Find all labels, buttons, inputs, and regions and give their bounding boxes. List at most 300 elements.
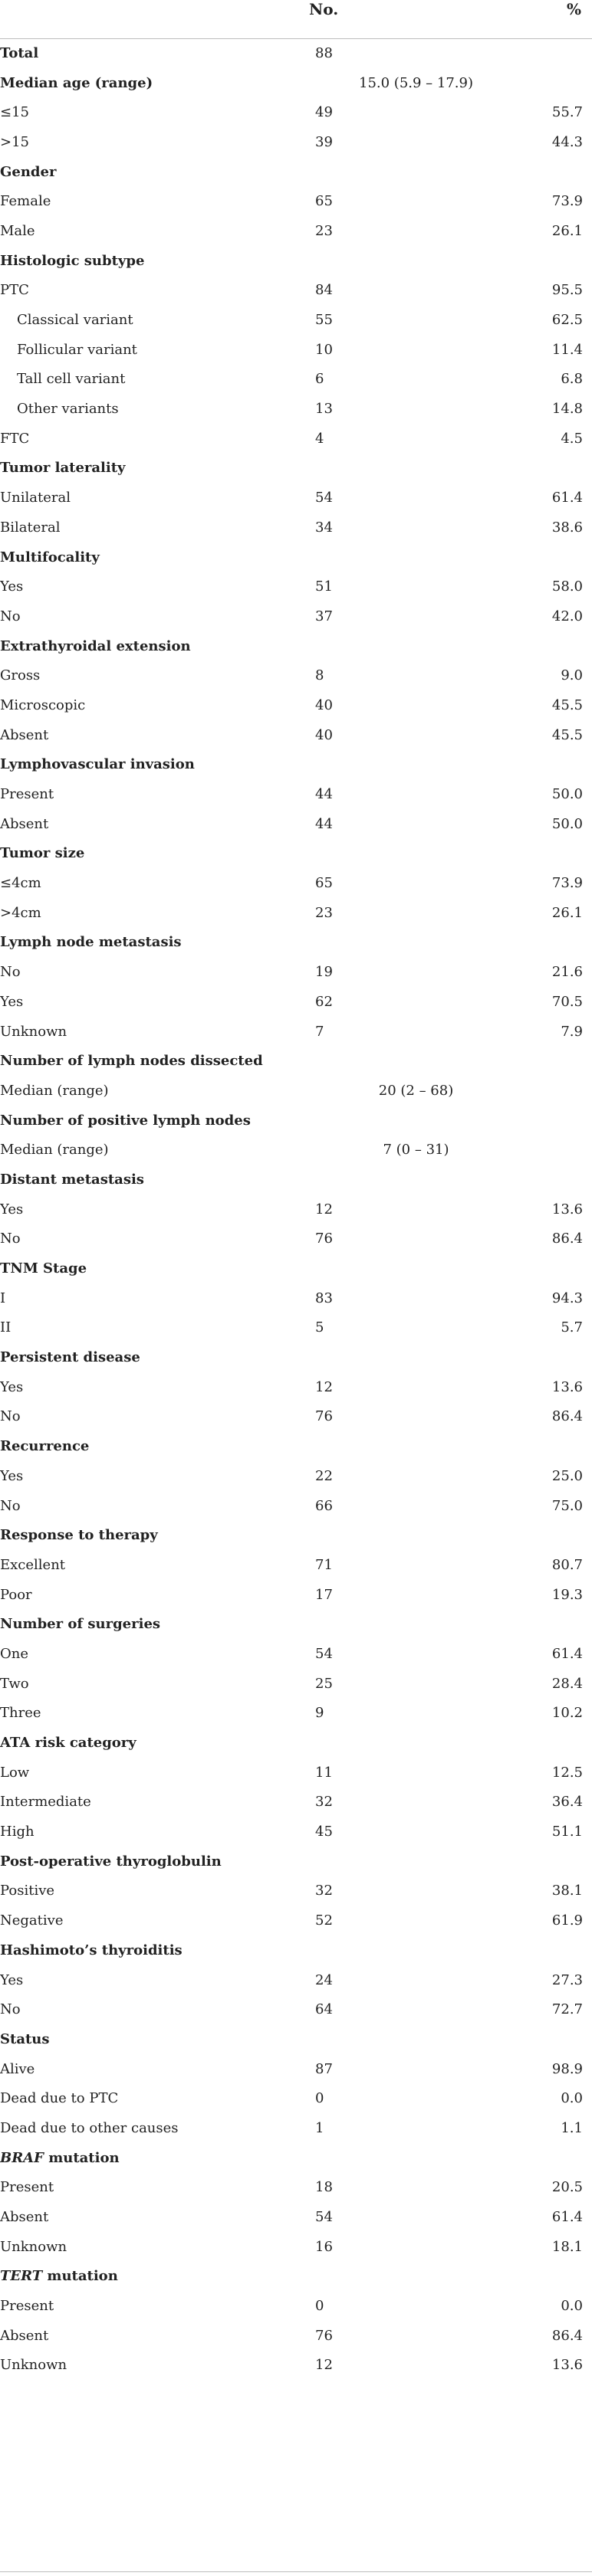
table-row [0,720,592,750]
table-row [0,2351,592,2381]
category-row [0,928,592,958]
percent-cell [416,1046,592,1076]
category-label: TNM Stage [0,1260,87,1277]
table-row [0,1550,592,1580]
row-label: Male [0,222,35,239]
count-cell: 44 [315,786,333,803]
gene-label-suffix: mutation [42,2268,118,2285]
row-label: Unknown [0,2238,67,2255]
count-cell [304,1609,416,1639]
table-row [0,1372,592,1402]
category-row [0,1520,592,1550]
category-row [0,2262,592,2292]
count-cell: 34 [315,519,333,536]
table-row [0,2173,592,2203]
percent-cell: 11.4 [551,341,583,358]
count-cell: 25 [315,1675,333,1692]
subtype-row [0,365,592,395]
row-label: Unknown [0,1023,67,1040]
count-cell: 5 [315,1319,324,1336]
count-cell [304,839,416,869]
percent-cell: 25.0 [551,1467,583,1484]
subtype-row [0,335,592,365]
row-label: Tall cell variant [17,371,126,388]
table-row [0,483,592,513]
table-row [0,2291,592,2321]
count-cell: 54 [315,1645,333,1662]
table-row [0,276,592,306]
category-label: Post-operative thyroglobulin [0,1853,222,1870]
percent-cell [416,1728,592,1758]
category-label: Total [0,45,39,62]
count-cell: 9 [315,1705,324,1722]
category-row [0,1254,592,1283]
count-cell [304,1106,416,1136]
percent-cell: 26.1 [551,904,583,921]
table-row [0,1017,592,1047]
percent-cell: 13.6 [551,1378,583,1395]
count-cell: 54 [315,490,333,506]
percent-cell: 42.0 [551,608,583,624]
percent-cell: 73.9 [551,193,583,210]
percent-cell [416,1106,592,1136]
count-cell: 54 [315,2209,333,2226]
count-cell: 44 [315,815,333,832]
row-label: Absent [0,2209,49,2226]
category-row [0,542,592,572]
table-bottom-rule [0,2571,592,2572]
summary-value: 7 (0 – 31) [383,1142,449,1159]
row-label: Two [0,1675,29,1692]
percent-cell [416,1254,592,1283]
percent-cell [416,750,592,780]
table-row [0,1580,592,1610]
count-cell: 88 [315,45,333,62]
row-label: No [0,1497,21,1514]
count-cell: 76 [315,1231,333,1247]
row-label: Yes [0,1971,24,1988]
percent-cell [416,2024,592,2054]
row-label: FTC [0,430,30,447]
count-cell: 66 [315,1497,333,1514]
percent-cell [416,542,592,572]
row-label: Positive [0,1883,55,1899]
category-row [0,454,592,483]
category-label: Number of surgeries [0,1616,161,1633]
table-row [0,868,592,898]
count-cell [304,246,416,276]
percent-cell: 27.3 [551,1971,583,1988]
row-label: Dead due to other causes [0,2119,179,2136]
percent-cell: 7.9 [561,1023,583,1040]
table-row [0,1402,592,1432]
percent-cell: 94.3 [551,1290,583,1306]
count-cell: 37 [315,608,333,624]
count-cell [304,157,416,187]
category-label: Number of positive lymph nodes [0,1112,251,1129]
subtype-row [0,305,592,335]
row-label: Present [0,2298,54,2315]
percent-cell [416,454,592,483]
count-cell: 62 [315,993,333,1010]
category-label: Distant metastasis [0,1171,144,1188]
count-cell: 12 [315,2357,333,2374]
count-cell: 71 [315,1556,333,1573]
table-row [0,2232,592,2262]
gene-name: TERT [0,2268,43,2285]
category-label: Multifocality [0,549,100,565]
row-label: Classical variant [17,312,133,329]
count-cell [304,750,416,780]
table-row [0,1491,592,1521]
percent-cell: 19.3 [551,1586,583,1603]
count-cell: 8 [315,667,324,684]
row-label: No [0,608,21,624]
count-cell: 32 [315,1794,333,1811]
table-row [0,2321,592,2351]
row-label: Absent [0,2327,49,2344]
category-row [0,1046,592,1076]
percent-cell: 6.8 [561,371,583,388]
percent-cell [416,631,592,661]
count-cell: 13 [315,401,333,418]
percent-cell [416,2143,592,2173]
percent-cell: 13.6 [551,1201,583,1218]
count-cell: 65 [315,875,333,892]
category-label: Histologic subtype [0,252,145,269]
count-cell [304,1342,416,1372]
percent-cell: 70.5 [551,993,583,1010]
category-row [0,1165,592,1195]
table-row [0,127,592,157]
row-label: >15 [0,133,29,150]
category-label: Number of lymph nodes dissected [0,1053,263,1070]
percent-cell: 50.0 [551,786,583,803]
table-row [0,987,592,1017]
category-label: Lymph node metastasis [0,934,182,951]
row-label: One [0,1645,29,1662]
count-cell [304,1046,416,1076]
category-label: Tumor laterality [0,460,126,477]
count-cell: 40 [315,726,333,743]
category-row [0,2024,592,2054]
table-row [0,2113,592,2143]
percent-cell [416,1935,592,1965]
percent-cell: 18.1 [551,2238,583,2255]
count-cell: 12 [315,1378,333,1395]
count-cell: 55 [315,312,333,329]
table-row [0,601,592,631]
count-cell [304,542,416,572]
row-label: PTC [0,282,29,299]
row-label: Median (range) [0,1142,109,1159]
percent-cell: 51.1 [551,1824,583,1840]
percent-cell: 4.5 [561,430,583,447]
category-label [0,2262,304,2292]
gene-name: BRAF [0,2149,44,2166]
category-label: Tumor size [0,845,85,862]
percent-cell: 28.4 [551,1675,583,1692]
category-row [0,1847,592,1876]
percent-cell: 45.5 [551,726,583,743]
category-row [0,68,592,98]
table-header [0,0,592,38]
category-row [0,1935,592,1965]
percent-cell [416,1342,592,1372]
percent-cell: 86.4 [551,1408,583,1425]
percent-cell: 1.1 [561,2119,583,2136]
count-cell: 16 [315,2238,333,2255]
row-label: Absent [0,815,49,832]
category-row [0,157,592,187]
category-label: Median age (range) [0,74,153,91]
count-cell: 11 [315,1764,333,1781]
percent-cell [416,1165,592,1195]
row-label: No [0,1408,21,1425]
table-row [0,1758,592,1788]
count-cell: 0 [315,2298,324,2315]
table-row [0,1876,592,1906]
row-label: Alive [0,2060,35,2077]
count-cell: 76 [315,2327,333,2344]
category-row [0,750,592,780]
category-row [0,1728,592,1758]
category-row [0,246,592,276]
gene-label-suffix: mutation [43,2149,120,2166]
percent-cell: 44.3 [551,133,583,150]
count-cell: 52 [315,1912,333,1929]
count-cell: 17 [315,1586,333,1603]
table-row [0,424,592,454]
percent-cell: 45.5 [551,696,583,713]
table-row [0,1639,592,1669]
row-label: Bilateral [0,519,61,536]
percent-cell: 12.5 [551,1764,583,1781]
category-label: Extrathyroidal extension [0,637,191,654]
table-row [0,513,592,542]
table-row [0,97,592,127]
table-row [0,1669,592,1699]
subtype-row [0,394,592,424]
table-row [0,779,592,809]
row-label: Three [0,1705,41,1722]
category-row [0,2143,592,2173]
count-cell: 18 [315,2179,333,2196]
count-cell: 23 [315,222,333,239]
table-row [0,1817,592,1847]
row-label: High [0,1824,35,1840]
percent-cell: 86.4 [551,1231,583,1247]
row-label: ≤4cm [0,875,41,892]
percent-cell: 9.0 [561,667,583,684]
category-label: Status [0,2030,50,2047]
table-row [0,1135,592,1165]
count-cell: 24 [315,1971,333,1988]
header-percent: % [416,0,592,38]
category-row [0,1609,592,1639]
percent-cell: 98.9 [551,2060,583,2077]
category-label [0,2143,304,2173]
category-row [0,1431,592,1461]
count-cell: 51 [315,578,333,595]
percent-cell: 20.5 [551,2179,583,2196]
row-label: Yes [0,1467,24,1484]
table-row [0,216,592,246]
row-label: Unknown [0,2357,67,2374]
table-row [0,2054,592,2084]
table-row [0,1076,592,1106]
table-row [0,2202,592,2232]
percent-cell: 26.1 [551,222,583,239]
percent-cell [416,1847,592,1876]
percent-cell: 58.0 [551,578,583,595]
count-cell: 0 [315,2090,324,2107]
table-row [0,690,592,720]
count-cell: 4 [315,430,324,447]
count-cell: 32 [315,1883,333,1899]
percent-cell: 55.7 [551,104,583,121]
category-row [0,38,592,68]
percent-cell [416,157,592,187]
table-row [0,1906,592,1935]
percent-cell: 61.9 [551,1912,583,1929]
count-cell: 76 [315,1408,333,1425]
percent-cell: 86.4 [551,2327,583,2344]
percent-cell [416,2262,592,2292]
percent-cell: 61.4 [551,490,583,506]
count-cell [304,631,416,661]
count-cell: 64 [315,2001,333,2018]
row-label: Microscopic [0,696,86,713]
table-row [0,1994,592,2024]
table-row [0,957,592,987]
table-row [0,1699,592,1729]
percent-cell: 73.9 [551,875,583,892]
row-label: Gross [0,667,41,684]
row-label: Poor [0,1586,32,1603]
count-cell [304,2024,416,2054]
table-row [0,1788,592,1817]
category-label: ATA risk category [0,1735,136,1752]
count-cell: 12 [315,1201,333,1218]
table-row [0,660,592,690]
count-cell: 40 [315,696,333,713]
row-label: Intermediate [0,1794,91,1811]
count-cell: 83 [315,1290,333,1306]
count-cell [304,1728,416,1758]
row-label: II [0,1319,12,1336]
category-label: Persistent disease [0,1349,140,1366]
percent-cell: 38.6 [551,519,583,536]
category-row [0,1106,592,1136]
count-cell: 45 [315,1824,333,1840]
row-label: Present [0,2179,54,2196]
count-cell [304,1935,416,1965]
summary-value: 15.0 (5.9 – 17.9) [359,74,473,91]
percent-cell: 61.4 [551,1645,583,1662]
count-cell: 19 [315,964,333,981]
count-cell [304,1254,416,1283]
count-cell: 87 [315,2060,333,2077]
table-row [0,898,592,928]
row-label: No [0,964,21,981]
category-label: Response to therapy [0,1527,158,1544]
count-cell: 23 [315,904,333,921]
count-cell: 22 [315,1467,333,1484]
table-row [0,1965,592,1995]
row-label: >4cm [0,904,41,921]
count-cell [304,1431,416,1461]
count-cell: 39 [315,133,333,150]
count-cell [304,928,416,958]
percent-cell: 0.0 [561,2298,583,2315]
row-label: Other variants [17,401,119,418]
percent-cell: 10.2 [551,1705,583,1722]
row-label: ≤15 [0,104,29,121]
table-body [0,38,592,2380]
count-cell: 65 [315,193,333,210]
table-row [0,1313,592,1343]
count-cell: 49 [315,104,333,121]
count-cell: 84 [315,282,333,299]
percent-cell [416,38,592,68]
count-cell: 7 [315,1023,324,1040]
percent-cell [416,928,592,958]
row-label: Median (range) [0,1082,109,1099]
category-label: Hashimoto’s thyroiditis [0,1942,183,1958]
percent-cell: 95.5 [551,282,583,299]
percent-cell: 36.4 [551,1794,583,1811]
row-label: Present [0,786,54,803]
count-cell [304,1847,416,1876]
table-row [0,1461,592,1491]
row-label: Female [0,193,51,210]
row-label: Yes [0,993,24,1010]
percent-cell: 61.4 [551,2209,583,2226]
count-cell [304,1165,416,1195]
row-label: No [0,1231,21,1247]
count-cell [304,2262,416,2292]
row-label: Yes [0,1201,24,1218]
row-label: Unilateral [0,490,71,506]
summary-value: 20 (2 – 68) [378,1082,454,1099]
row-label: Yes [0,1378,24,1395]
row-label: Yes [0,578,24,595]
percent-cell: 21.6 [551,964,583,981]
category-label: Recurrence [0,1438,90,1455]
percent-cell: 50.0 [551,815,583,832]
count-cell [304,454,416,483]
row-label: Absent [0,726,49,743]
category-row [0,631,592,661]
percent-cell: 72.7 [551,2001,583,2018]
percent-cell [416,246,592,276]
percent-cell [416,839,592,869]
table-row [0,1195,592,1224]
row-label: Follicular variant [17,341,137,358]
count-cell [304,2143,416,2173]
row-label: Negative [0,1912,64,1929]
table-row [0,1224,592,1254]
header-row [0,0,592,38]
table-row [0,1283,592,1313]
percent-cell [416,1520,592,1550]
count-cell: 10 [315,341,333,358]
percent-cell [416,1609,592,1639]
percent-cell: 80.7 [551,1556,583,1573]
table-row [0,186,592,216]
percent-cell: 14.8 [551,401,583,418]
